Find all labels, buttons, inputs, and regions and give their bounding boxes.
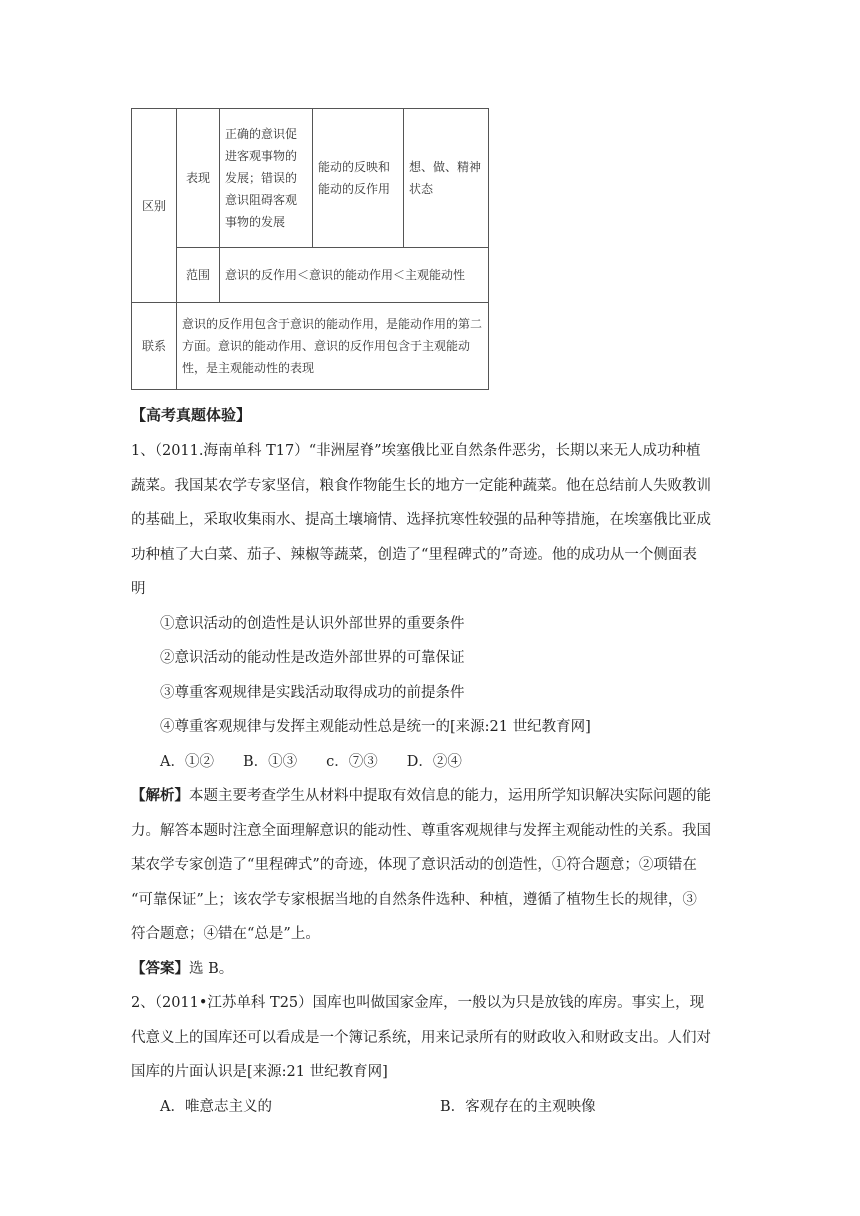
section-title: 【高考真题体验】	[131, 406, 252, 424]
table-label-difference: 区别	[132, 109, 177, 303]
question-1-line: 蔬菜。我国某农学专家坚信，粮食作物能生长的地方一定能种蔬菜。他在总结前人失败教训	[131, 478, 711, 494]
table-cell: 正确的意识促进客观事物的发展；错误的意识阻碍客观事物的发展	[220, 109, 313, 248]
analysis-label: 【解析】	[131, 787, 189, 804]
analysis-line: 符合题意；④错在“总是”上。	[131, 926, 320, 942]
answer-options: A．①② B．①③ c．⑦③ D．②④	[160, 754, 462, 770]
answer-label: 【答案】	[131, 960, 189, 977]
table-label-connection: 联系	[132, 303, 177, 390]
question-2-line: 国库的片面认识是[来源:21 世纪教育网]	[131, 1064, 388, 1080]
question-1-line: 1、（2011.海南单科 T17）“非洲屋脊”埃塞俄比亚自然条件恶劣，长期以来无人成功种植	[131, 443, 701, 459]
question-2-line: 代意义上的国库还可以看成是一个簿记系统，用来记录所有的财政收入和财政支出。人们对	[131, 1030, 711, 1046]
analysis-line: “可靠保证”上；该农学专家根据当地的自然条件选种、种植，遵循了植物生长的规律，③	[131, 892, 697, 908]
table-cell: 意识的反作用＜意识的能动作用＜主观能动性	[220, 248, 489, 303]
table-cell: 意识的反作用包含于意识的能动作用，是能动作用的第二方面。意识的能动作用、意识的反作用包含于主观能动性，是主观能动性的表现	[177, 303, 489, 390]
analysis-text: 本题主要考查学生从材料中提取有效信息的能力，运用所学知识解决实际问题的能	[189, 788, 711, 804]
table-cell: 能动的反映和能动的反作用	[313, 109, 404, 248]
analysis-line: 力。解答本题时注意全面理解意识的能动性、尊重客观规律与发挥主观能动性的关系。我国	[131, 823, 711, 839]
question-1-line: 明	[131, 581, 146, 597]
answer-text: 选 B。	[189, 961, 234, 977]
table-cell: 想、做、精神状态	[404, 109, 489, 248]
question-1-line: 的基础上，采取收集雨水、提高土壤墒情、选择抗寒性较强的品种等措施，在埃塞俄比亚成	[131, 512, 711, 528]
option-a: A．唯意志主义的	[160, 1099, 272, 1115]
analysis-line: 某农学专家创造了“里程碑式”的奇迹，体现了意识活动的创造性，①符合题意；②项错在	[131, 857, 697, 873]
analysis-line	[131, 786, 711, 806]
option-b: B．客观存在的主观映像	[440, 1099, 596, 1115]
statement-3: ③尊重客观规律是实践活动取得成功的前提条件	[160, 685, 465, 701]
question-1-line: 功种植了大白菜、茄子、辣椒等蔬菜，创造了“里程碑式的”奇迹。他的成功从一个侧面表	[131, 547, 697, 563]
statement-1: ①意识活动的创造性是认识外部世界的重要条件	[160, 616, 465, 632]
statement-2: ②意识活动的能动性是改造外部世界的可靠保证	[160, 650, 465, 666]
table-sub-label-scope: 范围	[177, 248, 220, 303]
comparison-table	[131, 108, 489, 390]
table-sub-label-performance: 表现	[177, 109, 220, 248]
statement-4: ④尊重客观规律与发挥主观能动性总是统一的[来源:21 世纪教育网]	[160, 719, 591, 735]
question-2-line: 2、（2011•江苏单科 T25）国库也叫做国家金库，一般以为只是放钱的库房。事实上，现	[131, 995, 705, 1011]
answer-line	[131, 959, 233, 979]
